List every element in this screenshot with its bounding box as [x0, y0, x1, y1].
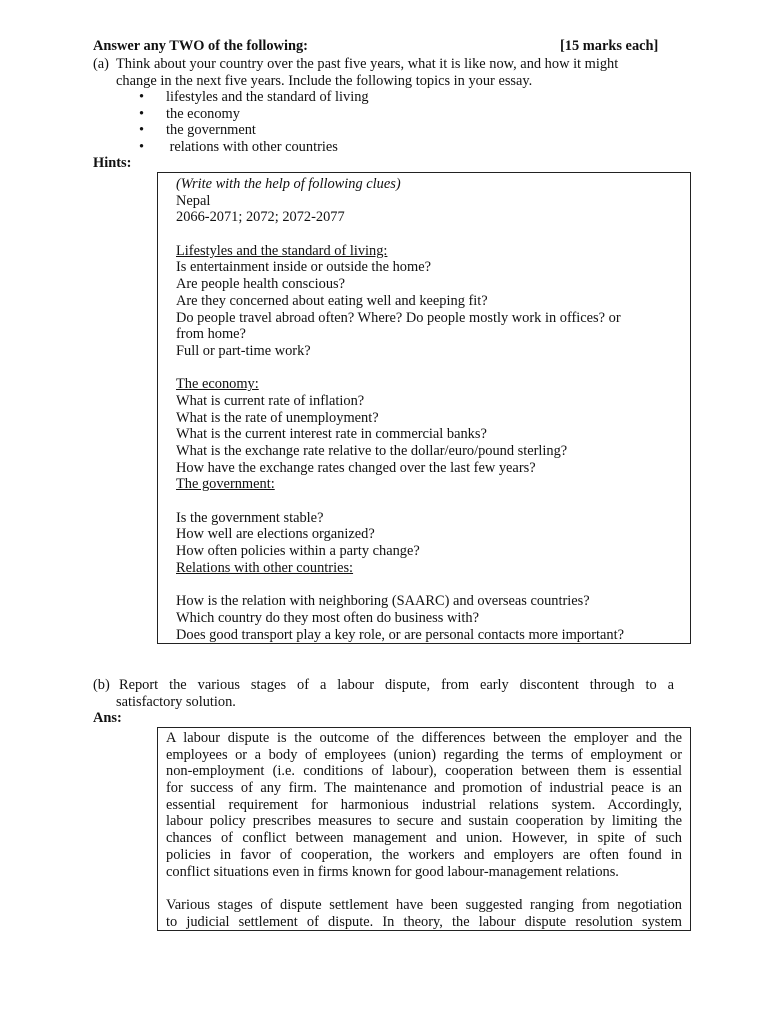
answer-box [157, 727, 691, 931]
hint-line: 2066-2071; 2072; 2072-2077 [176, 209, 345, 226]
question-a-label: (a) [93, 56, 109, 72]
hint-line: How often policies within a party change? [176, 543, 420, 560]
hint-line: Nepal [176, 192, 211, 209]
question-b-line-2: satisfactory solution. [116, 693, 236, 710]
hint-line: What is the rate of unemployment? [176, 409, 379, 426]
hint-section-heading: The government: [176, 476, 275, 493]
question-a-line-1: Think about your country over the past five years, what it is like now, and how it might [116, 56, 619, 72]
answer-line: labour policy prescribes measures to secure and sustain cooperation by limiting the [166, 813, 682, 830]
answer-line: conflict situations even in firms known for good labour-management relations. [166, 863, 619, 880]
hint-line: Is entertainment inside or outside the home? [176, 259, 431, 276]
hint-section-heading: The economy: [176, 376, 259, 393]
hint-line: Is the government stable? [176, 509, 324, 526]
answer-line: employees or a body of employees (union) regarding the terms of employment or [166, 746, 682, 763]
hint-line: Full or part-time work? [176, 342, 311, 359]
answer-label: Ans: [93, 710, 122, 726]
hints-label: Hints: [93, 155, 132, 171]
answer-line: non-employment (i.e. conditions of labour), cooperation between them is essential [166, 763, 682, 780]
hint-line: Do people travel abroad often? Where? Do people mostly work in offices? or [176, 309, 621, 326]
hint-line: How well are elections organized? [176, 526, 375, 543]
hint-line [176, 360, 690, 377]
question-b-text: Report the various stages of a labour dispute, from early discontent through to a [119, 677, 674, 693]
topic-item: the economy [166, 105, 240, 122]
question-b-label: (b) [93, 677, 110, 693]
hint-line: Which country do they most often do business with? [176, 609, 479, 626]
answer-line: chances of conflict between management and union. However, in spite of such [166, 830, 682, 847]
hint-line: Are people health conscious? [176, 276, 346, 293]
answer-line: policies in favor of cooperation, the workers and employers are often found in [166, 846, 682, 863]
question-b-line-1 [119, 677, 674, 694]
hint-line: What is the current interest rate in commercial banks? [176, 426, 487, 443]
hint-line [176, 577, 690, 594]
bullet-icon: • [139, 139, 145, 156]
hints-box [157, 172, 691, 644]
answer-line: to judicial settlement of dispute. In theory, the labour dispute resolution system [166, 913, 682, 930]
hint-line: (Write with the help of following clues) [176, 176, 401, 192]
hint-line: What is current rate of inflation? [176, 392, 365, 409]
bullet-icon: • [139, 89, 145, 105]
instruction-heading: Answer any TWO of the following: [93, 38, 308, 54]
hint-section-heading: Relations with other countries: [176, 559, 354, 576]
bullet-icon: • [139, 122, 145, 139]
hint-line [176, 493, 690, 510]
answer-line [166, 880, 682, 897]
answer-line: for success of any firm. The maintenance and promotion of industrial peace is an [166, 780, 682, 797]
hint-section-heading: Lifestyles and the standard of living: [176, 242, 388, 259]
hint-line: How have the exchange rates changed over the last few years? [176, 459, 536, 476]
hint-line: from home? [176, 326, 246, 343]
hint-line: What is the exchange rate relative to the dollar/euro/pound sterling? [176, 443, 568, 459]
hint-line: How is the relation with neighboring (SAARC) and overseas countries? [176, 593, 590, 610]
bullet-icon: • [139, 105, 145, 122]
topic-item: lifestyles and the standard of living [166, 89, 369, 105]
hint-line: Does good transport play a key role, or are personal contacts more important? [176, 626, 624, 643]
answer-line: A labour dispute is the outcome of the differences between the employer and the [166, 730, 682, 746]
answer-line: Various stages of dispute settlement have been suggested ranging from negotiation [166, 896, 682, 913]
answer-line: essential requirement for harmonious industrial relations system. Accordingly, [166, 796, 682, 813]
hint-line [176, 226, 690, 243]
topic-item: the government [166, 122, 256, 139]
question-a-line-2: change in the next five years. Include the following topics in your essay. [116, 72, 533, 89]
topic-item: relations with other countries [166, 139, 338, 156]
marks-label: [15 marks each] [560, 38, 659, 54]
hint-line: Are they concerned about eating well and keeping fit? [176, 292, 488, 309]
